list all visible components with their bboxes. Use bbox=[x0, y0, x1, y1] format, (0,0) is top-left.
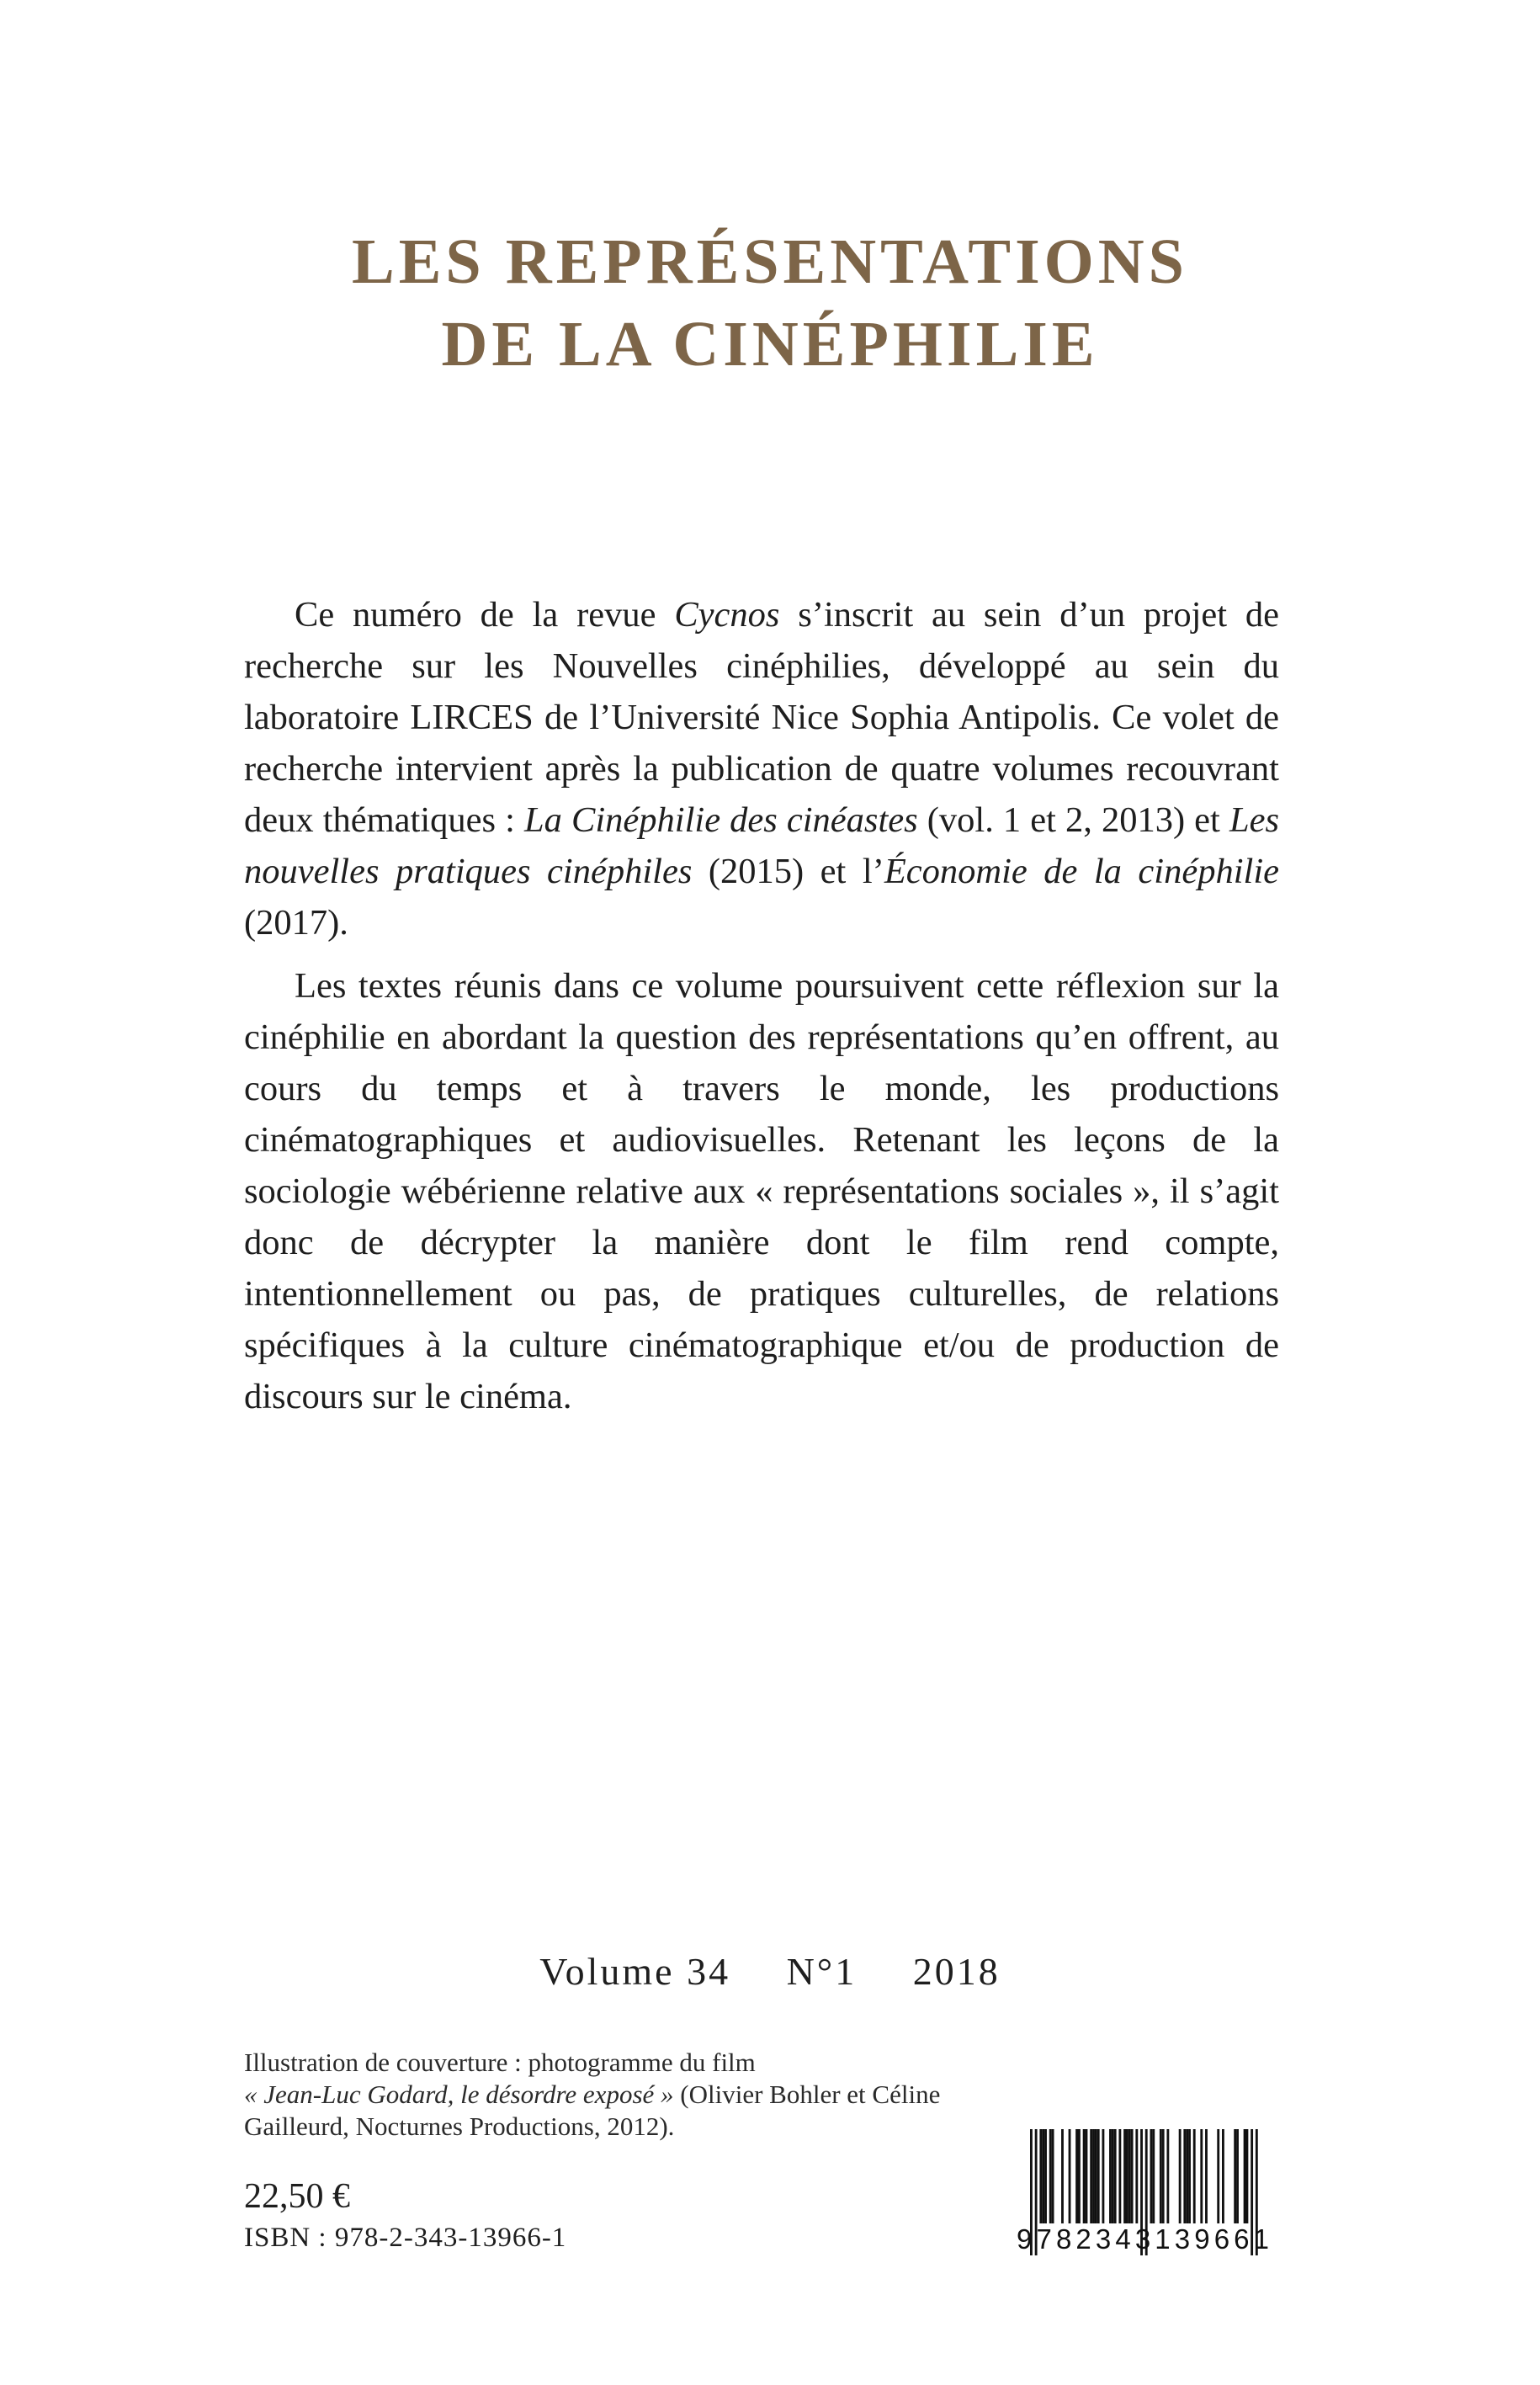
barcode-bar bbox=[1109, 2129, 1112, 2223]
barcode-digit: 3 bbox=[1134, 2223, 1151, 2255]
blurb-text-run: (2017). bbox=[244, 903, 348, 943]
credit-film-title: « Jean-Luc Godard, le désordre exposé » bbox=[244, 2080, 674, 2109]
barcode-bar bbox=[1186, 2129, 1188, 2223]
title-line-1: LES REPRÉSENTATIONS bbox=[352, 226, 1188, 297]
barcode-digit: 9 bbox=[1017, 2223, 1033, 2255]
barcode-bar bbox=[1095, 2129, 1097, 2223]
barcode-digit: 6 bbox=[1213, 2223, 1230, 2255]
blurb-text-run: s’inscrit au sein d’un projet de recherche sur les Nouvelles cinéphilies, développé au sein du laboratoire LIRCES de l’Université Nice Sophia Antipolis. Ce volet de recherche intervient après la publication de quatre volumes recouvrant deux thématiques : bbox=[244, 595, 1279, 840]
barcode-bar bbox=[1112, 2129, 1114, 2223]
blurb-italic-title: La Cinéphilie des cinéastes bbox=[524, 800, 918, 840]
barcode-bar bbox=[1039, 2129, 1042, 2223]
barcode-bar bbox=[1152, 2129, 1155, 2223]
barcode-bar bbox=[1246, 2129, 1249, 2223]
barcode-digits bbox=[1017, 2223, 1269, 2255]
barcode-bar bbox=[1042, 2129, 1044, 2223]
barcode-bar bbox=[1114, 2129, 1117, 2223]
blurb-italic-title: Économie de la cinéphilie bbox=[884, 852, 1279, 891]
credit-line-1: Illustration de couverture : photogramme du film bbox=[244, 2048, 756, 2077]
barcode-bar bbox=[1131, 2129, 1134, 2223]
blurb-italic-title: Les nouvelles pratiques cinéphiles bbox=[244, 800, 1279, 891]
barcode-bar bbox=[1166, 2129, 1169, 2223]
barcode-digit: 3 bbox=[1174, 2223, 1191, 2255]
barcode-bar bbox=[1118, 2129, 1121, 2223]
barcode-digit: 4 bbox=[1115, 2223, 1131, 2255]
barcode-bar bbox=[1188, 2129, 1191, 2223]
barcode-bar bbox=[1150, 2129, 1153, 2223]
barcode-bar bbox=[1193, 2129, 1196, 2223]
barcode-bar bbox=[1234, 2129, 1236, 2223]
barcode-bar bbox=[1128, 2129, 1131, 2223]
title-line-2: DE LA CINÉPHILIE bbox=[441, 309, 1099, 380]
issue-number: N°1 bbox=[786, 1950, 858, 1993]
barcode-bar bbox=[1126, 2129, 1128, 2223]
barcode-bar bbox=[1162, 2129, 1165, 2223]
barcode-bar bbox=[1092, 2129, 1095, 2223]
barcode-bar bbox=[1183, 2129, 1186, 2223]
barcode-bar bbox=[1044, 2129, 1047, 2223]
barcode-bar bbox=[1179, 2129, 1182, 2223]
blurb-text-run: (2015) et l’ bbox=[692, 852, 884, 891]
blurb bbox=[244, 589, 1279, 1434]
barcode-bar bbox=[1244, 2129, 1246, 2223]
barcode-bar bbox=[1102, 2129, 1105, 2223]
barcode-bar bbox=[1135, 2129, 1138, 2223]
barcode-bar bbox=[1086, 2129, 1088, 2223]
blurb-text-run: Ce numéro de la revue bbox=[295, 595, 675, 635]
blurb-italic-title: Cycnos bbox=[674, 595, 780, 635]
barcode-bar bbox=[1160, 2129, 1162, 2223]
isbn: ISBN : 978-2-343-13966-1 bbox=[244, 2223, 567, 2253]
barcode-bar bbox=[1200, 2129, 1203, 2223]
blurb-paragraph-2: Les textes réunis dans ce volume poursuivent cette réflexion sur la cinéphilie en abordant la question des représentations qu’en offrent, au cours du temps et à travers le monde, les productions cinématographiques et audiovisuelles. Retenant les leçons de la sociologie wébérienne relative aux « représentations sociales », il s’agit donc de décrypter la manière dont le film rend compte, intentionnellement ou pas, de pratiques culturelles, de relations spécifiques à la culture cinématographique et/ou de production de discours sur le cinéma. bbox=[244, 966, 1279, 1416]
issue-info bbox=[0, 1949, 1540, 1994]
barcode-bar bbox=[1083, 2129, 1086, 2223]
book-title bbox=[0, 220, 1540, 385]
barcode-bar bbox=[1069, 2129, 1071, 2223]
barcode-digit: 7 bbox=[1036, 2223, 1052, 2255]
barcode-bar bbox=[1052, 2129, 1054, 2223]
barcode-bar bbox=[1061, 2129, 1064, 2223]
barcode-digit: 2 bbox=[1075, 2223, 1091, 2255]
barcode-digit: 1 bbox=[1155, 2223, 1171, 2255]
barcode-bar bbox=[1222, 2129, 1224, 2223]
cover-illustration-credit bbox=[244, 2047, 1001, 2143]
barcode-bar bbox=[1078, 2129, 1081, 2223]
issue-year: 2018 bbox=[912, 1950, 1001, 1993]
barcode-digit: 3 bbox=[1095, 2223, 1112, 2255]
barcode-digit: 1 bbox=[1253, 2223, 1269, 2255]
blurb-text-run: (vol. 1 et 2, 2013) et bbox=[917, 800, 1229, 840]
credit-rest: (Olivier Bohler et Céline Gailleurd, Nocturnes Productions, 2012). bbox=[244, 2080, 941, 2141]
price: 22,50 € bbox=[244, 2177, 350, 2216]
blurb-paragraph-1 bbox=[244, 589, 1279, 948]
barcode-bar bbox=[1205, 2129, 1208, 2223]
barcode-bar bbox=[1217, 2129, 1219, 2223]
barcode-digit: 6 bbox=[1234, 2223, 1250, 2255]
barcode-digit: 8 bbox=[1055, 2223, 1072, 2255]
barcode-digit: 9 bbox=[1194, 2223, 1210, 2255]
barcode-bar bbox=[1236, 2129, 1239, 2223]
barcode-bar bbox=[1097, 2129, 1100, 2223]
barcode-bar bbox=[1049, 2129, 1052, 2223]
barcode-bar bbox=[1090, 2129, 1092, 2223]
barcode-bar bbox=[1075, 2129, 1078, 2223]
issue-volume: Volume 34 bbox=[539, 1950, 731, 1993]
barcode-bar bbox=[1123, 2129, 1126, 2223]
